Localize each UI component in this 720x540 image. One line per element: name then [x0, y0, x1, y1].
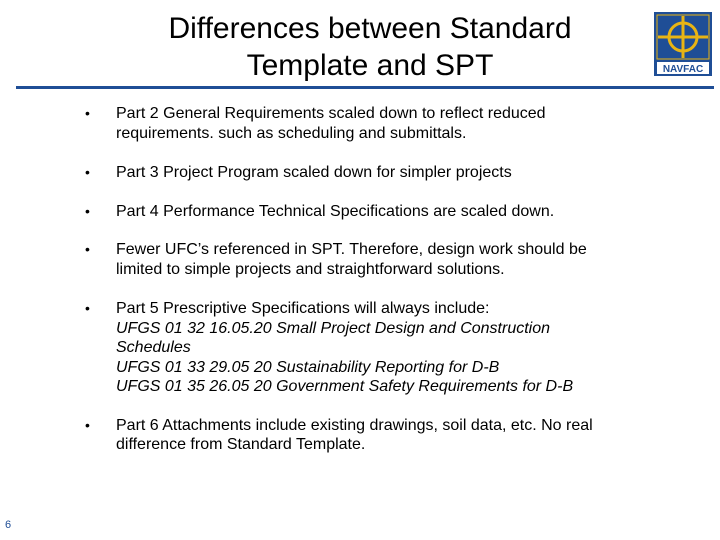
slide-title — [130, 10, 610, 84]
bullet-text: Part 2 General Requirements scaled down to reflect reduced — [116, 105, 546, 122]
bullet-item-part-4 — [80, 202, 680, 222]
spec-reference: UFGS 01 32 16.05.20 Small Project Design and Construction — [116, 319, 551, 337]
bullet-dot: • — [85, 241, 90, 257]
spec-reference: UFGS 01 33 29.05 20 Sustainability Reporting for D-B — [116, 358, 500, 376]
bullet-dot: • — [85, 300, 90, 316]
bullet-text: Part 6 Attachments include existing drawings, soil data, etc. No real — [116, 416, 593, 434]
bullet-dot: • — [85, 164, 90, 180]
title-divider — [16, 86, 714, 89]
bullet-item-part-6 — [80, 416, 680, 455]
spec-reference: UFGS 01 35 26.05 20 Government Safety Requirements for D-B — [116, 378, 574, 395]
bullet-item-fewer-ufcs — [80, 240, 680, 279]
bullet-item-part-5 — [80, 299, 680, 397]
bullet-dot: • — [85, 202, 90, 219]
bullet-item-part-3 — [80, 163, 680, 183]
navfac-logo — [654, 12, 712, 76]
navfac-logo-text: NAVFAC — [662, 64, 704, 75]
bullet-dot: • — [85, 416, 90, 433]
bullet-text: Fewer UFC’s referenced in SPT. Therefore, design work should be — [116, 241, 587, 258]
title-line-1: Differences between Standard — [168, 12, 572, 45]
bullet-text: Part 5 Prescriptive Specifications will always include: — [116, 300, 490, 317]
bullet-list — [80, 104, 680, 455]
bullet-text: Part 3 Project Program scaled down for simpler projects — [116, 164, 512, 181]
bullet-item-part-2 — [80, 104, 680, 143]
page-number: 6 — [5, 519, 12, 531]
bullet-text: difference from Standard Template. — [116, 436, 366, 453]
bullet-text: Part 4 Performance Technical Specifications are scaled down. — [116, 202, 555, 220]
bullet-dot: • — [85, 105, 90, 121]
bullet-text: limited to simple projects and straightforward solutions. — [116, 260, 505, 278]
bullet-text: requirements. such as scheduling and submittals. — [116, 124, 467, 142]
title-line-2: Template and SPT — [246, 49, 494, 82]
spec-reference: Schedules — [116, 339, 191, 356]
